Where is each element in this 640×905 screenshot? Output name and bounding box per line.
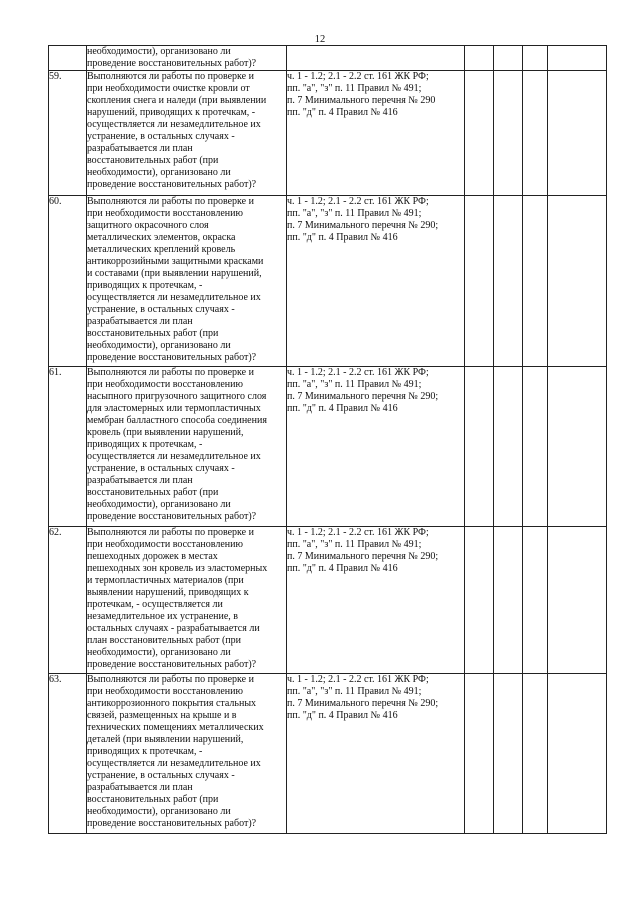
question-line: необходимости), организовано ли [87, 340, 231, 351]
checklist-table [48, 45, 607, 834]
question-line: необходимости), организовано ли [87, 167, 231, 178]
question-line: проведение восстановительных работ)? [87, 58, 257, 69]
row-number: 61. [49, 367, 87, 527]
reference-line: п. 7 Минимального перечня № 290; [287, 391, 439, 402]
note-cell [548, 71, 607, 196]
question-line: проведение восстановительных работ)? [87, 179, 257, 190]
question-line: антикоррозийными защитными красками [87, 256, 264, 267]
table-row [49, 527, 607, 674]
note-cell [548, 367, 607, 527]
question-line: восстановительных работ (при [87, 328, 219, 339]
question-line: необходимости), организовано ли [87, 806, 231, 817]
reference-line: пп. "д" п. 4 Правил № 416 [287, 563, 398, 574]
reference-line: пп. "а", "з" п. 11 Правил № 491; [287, 83, 422, 94]
question-line: осуществляется ли незамедлительное их [87, 451, 261, 462]
table-row [49, 367, 607, 527]
question-line: осуществляется ли незамедлительное их [87, 758, 261, 769]
question-line: при необходимости восстановлению [87, 379, 243, 390]
question-line: связей, размещенных на крыше и в [87, 710, 237, 721]
question-line: при необходимости восстановлению [87, 539, 243, 550]
question-line: металлических элементов, окраска [87, 232, 236, 243]
question-cell [87, 367, 287, 527]
reference-line: пп. "а", "з" п. 11 Правил № 491; [287, 379, 422, 390]
question-line: осуществляется ли незамедлительное их [87, 119, 261, 130]
reference-line: п. 7 Минимального перечня № 290; [287, 551, 439, 562]
question-line: протечкам, - осуществляется ли [87, 599, 223, 610]
answer-no-cell [494, 71, 523, 196]
question-line: Выполняются ли работы по проверке и [87, 196, 254, 207]
answer-no-cell [494, 46, 523, 71]
question-line: приводящих к протечкам, - [87, 746, 203, 757]
question-line: защитного окрасочного слоя [87, 220, 209, 231]
question-cell [87, 46, 287, 71]
note-cell [548, 196, 607, 367]
question-line: устранение, в остальных случаях - [87, 770, 235, 781]
question-line: проведение восстановительных работ)? [87, 659, 257, 670]
question-line: нарушений, приводящих к протечкам, - [87, 107, 256, 118]
question-line: выявлении нарушений, приводящих к [87, 587, 249, 598]
note-cell [548, 527, 607, 674]
reference-line: пп. "д" п. 4 Правил № 416 [287, 107, 398, 118]
question-line: устранение, в остальных случаях - [87, 304, 235, 315]
question-line: деталей (при выявлении нарушений, [87, 734, 244, 745]
answer-na-cell [523, 71, 548, 196]
reference-cell [287, 71, 465, 196]
answer-na-cell [523, 674, 548, 834]
question-line: разрабатывается ли план [87, 143, 193, 154]
question-line: осуществляется ли незамедлительное их [87, 292, 261, 303]
question-line: и термопластичных материалов (при [87, 575, 244, 586]
question-line: кровель (при выявлении нарушений, [87, 427, 244, 438]
reference-cell [287, 367, 465, 527]
question-line: при необходимости восстановлению [87, 686, 243, 697]
question-line: при необходимости восстановлению [87, 208, 243, 219]
answer-yes-cell [465, 71, 494, 196]
question-line: приводящих к протечкам, - [87, 439, 203, 450]
reference-line: ч. 1 - 1.2; 2.1 - 2.2 ст. 161 ЖК РФ; [287, 527, 429, 538]
answer-na-cell [523, 196, 548, 367]
question-cell [87, 196, 287, 367]
question-line: пешеходных зон кровель из эластомерных [87, 563, 268, 574]
question-line: восстановительных работ (при [87, 794, 219, 805]
question-line: разрабатывается ли план [87, 316, 193, 327]
question-line: восстановительных работ (при [87, 487, 219, 498]
row-number: 63. [49, 674, 87, 834]
reference-line: пп. "а", "з" п. 11 Правил № 491; [287, 208, 422, 219]
question-line: остальных случаях - разрабатывается ли [87, 623, 260, 634]
question-line: необходимости), организовано ли [87, 46, 231, 57]
answer-yes-cell [465, 527, 494, 674]
question-line: устранение, в остальных случаях - [87, 131, 235, 142]
question-line: Выполняются ли работы по проверке и [87, 367, 254, 378]
answer-yes-cell [465, 46, 494, 71]
answer-no-cell [494, 527, 523, 674]
answer-no-cell [494, 674, 523, 834]
question-line: необходимости), организовано ли [87, 499, 231, 510]
question-line: Выполняются ли работы по проверке и [87, 674, 254, 685]
question-line: насыпного пригрузочного защитного слоя [87, 391, 267, 402]
reference-line: ч. 1 - 1.2; 2.1 - 2.2 ст. 161 ЖК РФ; [287, 196, 429, 207]
reference-line: пп. "а", "з" п. 11 Правил № 491; [287, 686, 422, 697]
answer-na-cell [523, 367, 548, 527]
question-line: скопления снега и наледи (при выявлении [87, 95, 267, 106]
question-cell [87, 71, 287, 196]
question-cell [87, 674, 287, 834]
question-line: антикоррозионного покрытия стальных [87, 698, 257, 709]
question-line: необходимости), организовано ли [87, 647, 231, 658]
note-cell [548, 674, 607, 834]
answer-na-cell [523, 46, 548, 71]
question-line: проведение восстановительных работ)? [87, 511, 257, 522]
question-line: при необходимости очистке кровли от [87, 83, 250, 94]
question-line: металлических креплений кровель [87, 244, 236, 255]
question-line: проведение восстановительных работ)? [87, 352, 257, 363]
question-line: разрабатывается ли план [87, 475, 193, 486]
row-number: 62. [49, 527, 87, 674]
answer-yes-cell [465, 674, 494, 834]
question-line: проведение восстановительных работ)? [87, 818, 257, 829]
question-line: для эластомерных или термопластичных [87, 403, 261, 414]
row-number: 59. [49, 71, 87, 196]
question-line: устранение, в остальных случаях - [87, 463, 235, 474]
question-cell [87, 527, 287, 674]
question-line: и составами (при выявлении нарушений, [87, 268, 262, 279]
row-number: 60. [49, 196, 87, 367]
question-line: технических помещениях металлических [87, 722, 264, 733]
question-line: приводящих к протечкам, - [87, 280, 203, 291]
question-line: восстановительных работ (при [87, 155, 219, 166]
num-cell [49, 46, 87, 71]
reference-line: ч. 1 - 1.2; 2.1 - 2.2 ст. 161 ЖК РФ; [287, 367, 429, 378]
answer-yes-cell [465, 367, 494, 527]
question-line: мембран балластного способа соединения [87, 415, 267, 426]
reference-line: пп. "д" п. 4 Правил № 416 [287, 403, 398, 414]
reference-line: ч. 1 - 1.2; 2.1 - 2.2 ст. 161 ЖК РФ; [287, 674, 429, 685]
note-cell [548, 46, 607, 71]
reference-line: п. 7 Минимального перечня № 290; [287, 698, 439, 709]
reference-line: пп. "д" п. 4 Правил № 416 [287, 710, 398, 721]
table-row [49, 674, 607, 834]
reference-cell [287, 527, 465, 674]
reference-cell [287, 46, 465, 71]
answer-yes-cell [465, 196, 494, 367]
answer-no-cell [494, 367, 523, 527]
question-line: план восстановительных работ (при [87, 635, 241, 646]
question-line: незамедлительное их устранение, в [87, 611, 239, 622]
question-line: пешеходных дорожек в местах [87, 551, 218, 562]
reference-line: п. 7 Минимального перечня № 290 [287, 95, 436, 106]
table-row [49, 196, 607, 367]
reference-line: пп. "д" п. 4 Правил № 416 [287, 232, 398, 243]
question-line: Выполняются ли работы по проверке и [87, 527, 254, 538]
reference-line: пп. "а", "з" п. 11 Правил № 491; [287, 539, 422, 550]
answer-na-cell [523, 527, 548, 674]
reference-cell [287, 674, 465, 834]
reference-line: п. 7 Минимального перечня № 290; [287, 220, 439, 231]
reference-line: ч. 1 - 1.2; 2.1 - 2.2 ст. 161 ЖК РФ; [287, 71, 429, 82]
continuation-row [49, 46, 607, 71]
answer-no-cell [494, 196, 523, 367]
question-line: разрабатывается ли план [87, 782, 193, 793]
question-line: Выполняются ли работы по проверке и [87, 71, 254, 82]
reference-cell [287, 196, 465, 367]
page-number: 12 [314, 34, 326, 45]
table-row [49, 71, 607, 196]
